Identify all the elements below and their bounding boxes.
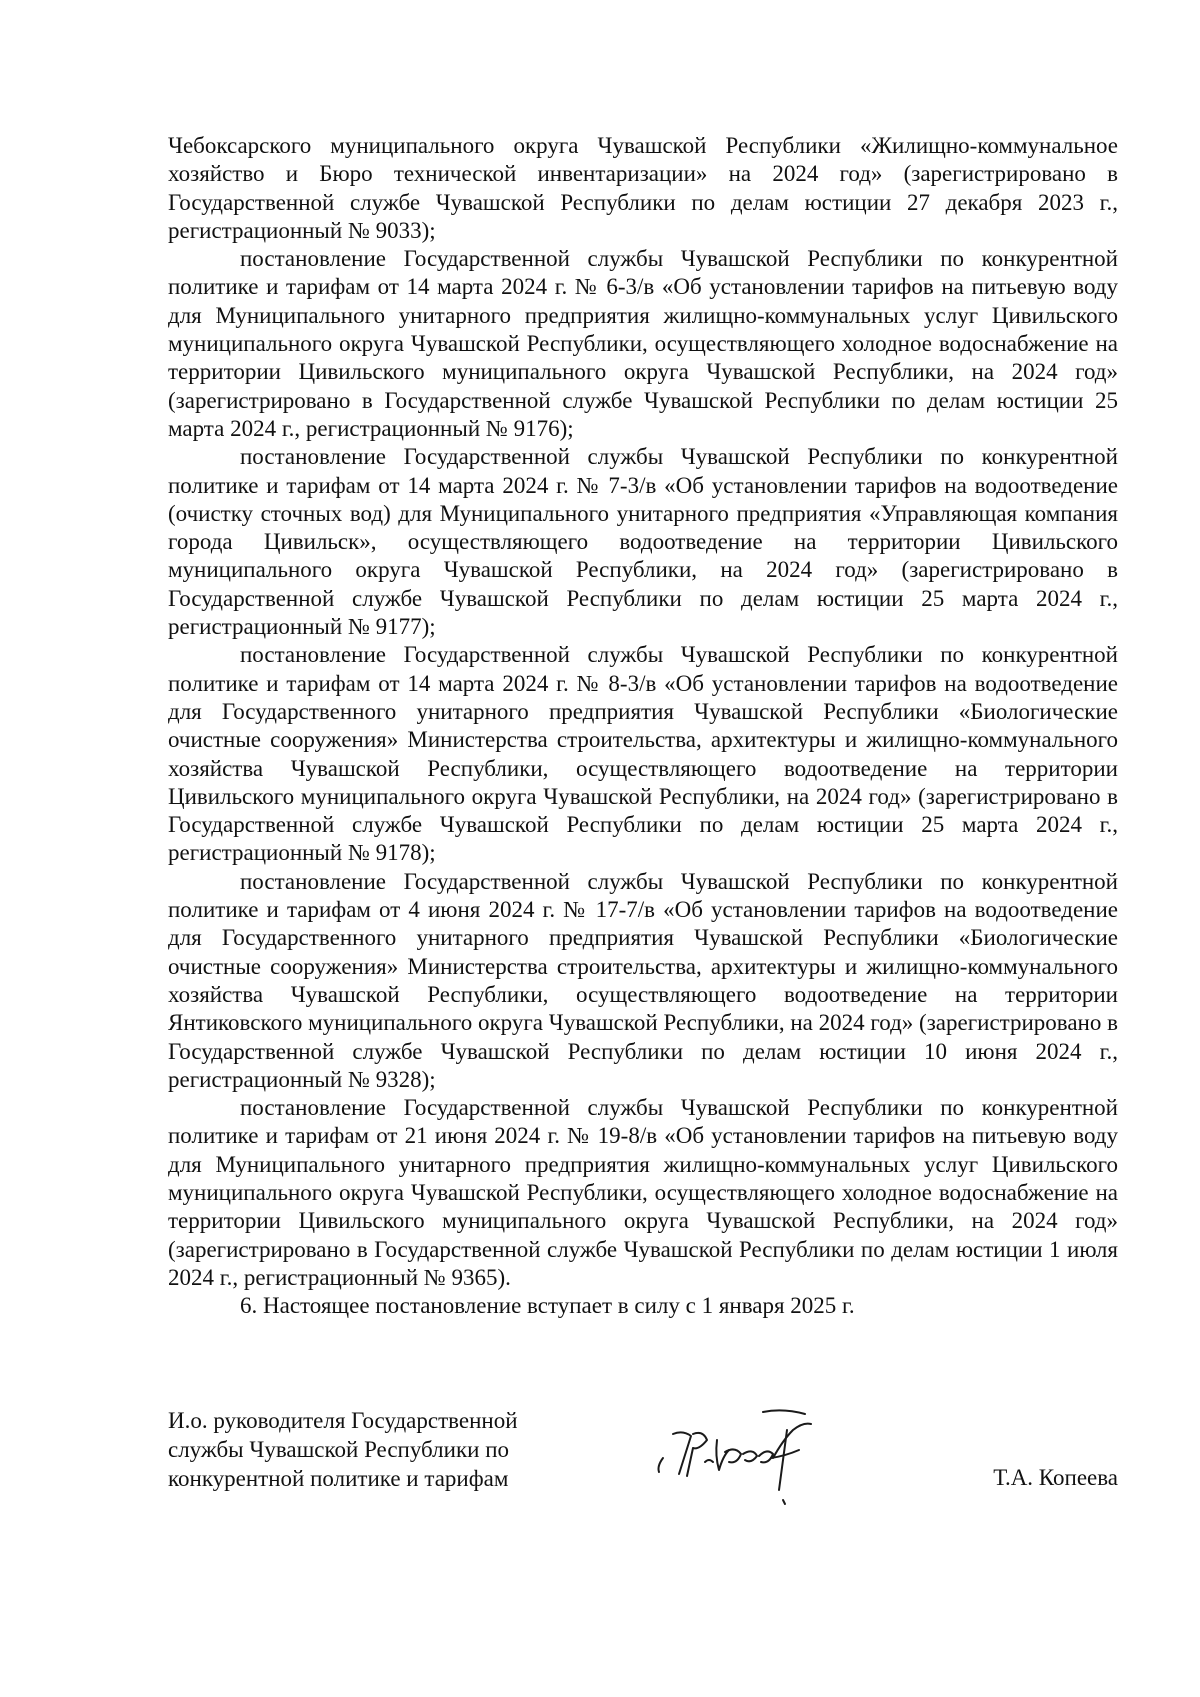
signatory-position-line: И.о. руководителя Государственной <box>168 1408 518 1433</box>
signatory-position <box>168 1406 588 1493</box>
document-body <box>168 132 1118 1320</box>
paragraph-resolution-7-3: постановление Государственной службы Чувашской Республики по конкурентной политике и тарифам от 14 марта 2024 г. № 7-3/в «Об установлении тарифов на водоотведение (очистку сточных вод) для Муниципального унитарного предприятия «Управляющая компания города Цивильск», осуществляющего водоотведение на территории Цивильского муниципального округа Чувашской Республики, на 2024 год» (зарегистрировано в Государственной службе Чувашской Республики по делам юстиции 25 марта 2024 г., регистрационный № 9177); <box>168 444 1118 640</box>
signatory-position-line: службы Чувашской Республики по <box>168 1437 510 1462</box>
signatory-position-line: конкурентной политике и тарифам <box>168 1466 509 1491</box>
paragraph-continuation: Чебоксарского муниципального округа Чувашской Республики «Жилищно-коммунальное хозяйство и Бюро технической инвентаризации» на 2024 год» (зарегистрировано в Государственной службе Чувашской Республики по делам юстиции 27 декабря 2023 г., регистрационный № 9033); <box>168 133 1118 243</box>
signature-block <box>168 1406 1118 1556</box>
paragraph-effective-date: 6. Настоящее постановление вступает в силу с 1 января 2025 г. <box>240 1293 855 1319</box>
paragraph-resolution-8-3: постановление Государственной службы Чувашской Республики по конкурентной политике и тарифам от 14 марта 2024 г. № 8-3/в «Об установлении тарифов на водоотведение для Государственного унитарного предприятия Чувашской Республики «Биологические очистные сооружения» Министерства строительства, архитектуры и жилищно-коммунального хозяйства Чувашской Республики, осуществляющего водоотведение на территории Цивильского муниципального округа Чувашской Республики, на 2024 год» (зарегистрировано в Государственной службе Чувашской Республики по делам юстиции 25 марта 2024 г., регистрационный № 9178); <box>168 642 1118 866</box>
signatory-name: Т.А. Копеева <box>993 1465 1118 1490</box>
handwritten-signature <box>643 1400 843 1518</box>
paragraph-resolution-19-8: постановление Государственной службы Чувашской Республики по конкурентной политике и тарифам от 21 июня 2024 г. № 19-8/в «Об установлении тарифов на питьевую воду для Муниципального унитарного предприятия жилищно-коммунальных услуг Цивильского муниципального округа Чувашской Республики, осуществляющего холодное водоснабжение на территории Цивильского муниципального округа Чувашской Республики, на 2024 год» (зарегистрировано в Государственной службе Чувашской Республики по делам юстиции 1 июля 2024 г., регистрационный № 9365). <box>168 1095 1118 1290</box>
paragraph-resolution-17-7: постановление Государственной службы Чувашской Республики по конкурентной политике и тарифам от 4 июня 2024 г. № 17-7/в «Об установлении тарифов на водоотведение для Государственного унитарного предприятия Чувашской Республики «Биологические очистные сооружения» Министерства строительства, архитектуры и жилищно-коммунального хозяйства Чувашской Республики, осуществляющего водоотведение на территории Янтиковского муниципального округа Чувашской Республики, на 2024 год» (зарегистрировано в Государственной службе Чувашской Республики по делам юстиции 10 июня 2024 г., регистрационный № 9328); <box>168 868 1118 1092</box>
paragraph-resolution-6-3: постановление Государственной службы Чувашской Республики по конкурентной политике и тарифам от 14 марта 2024 г. № 6-3/в «Об установлении тарифов на питьевую воду для Муниципального унитарного предприятия жилищно-коммунальных услуг Цивильского муниципального округа Чувашской Республики, осуществляющего холодное водоснабжение на территории Цивильского муниципального округа Чувашской Республики, на 2024 год» (зарегистрировано в Государственной службе Чувашской Республики по делам юстиции 25 марта 2024 г., регистрационный № 9176); <box>168 246 1118 441</box>
